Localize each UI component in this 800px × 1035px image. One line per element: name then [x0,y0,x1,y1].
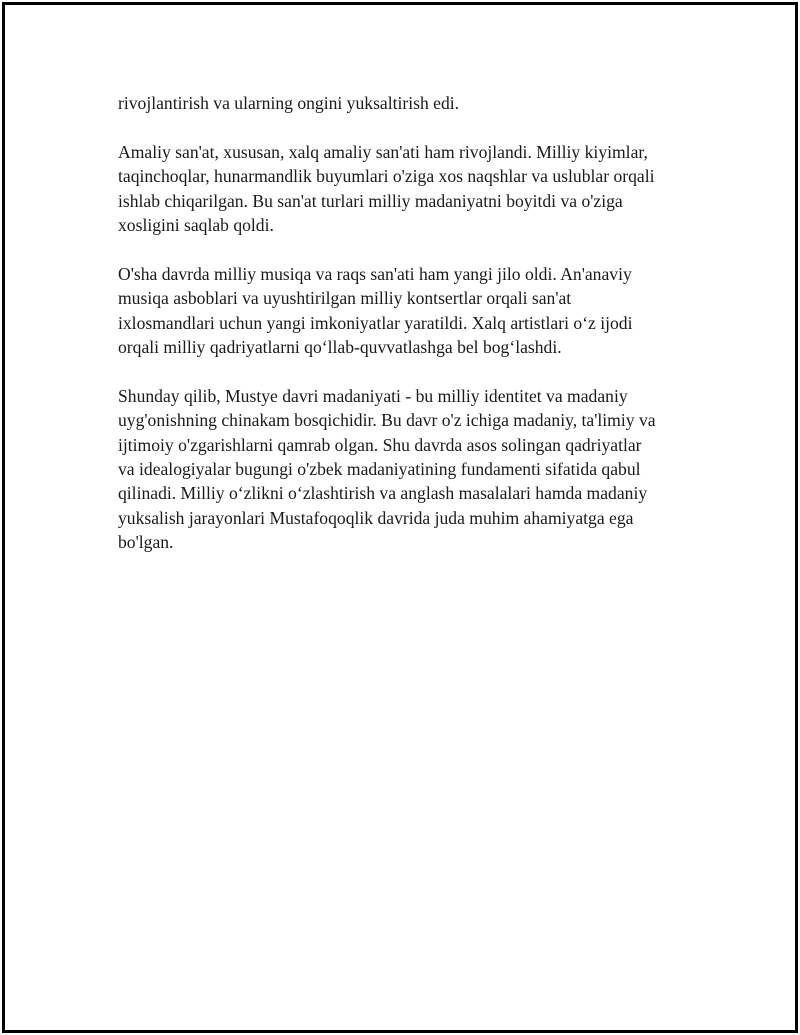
text-line: taqinchoqlar, hunarmandlik buyumlari o'ziga xos naqshlar va uslublar orqali [118,166,655,187]
text-line: yuksalish jarayonlari Mustafoqoqlik davrida juda muhim ahamiyatga ega [118,507,634,528]
text-line: bo'lgan. [118,532,174,553]
text-line: xosligini saqlab qoldi. [118,215,274,236]
text-line: Amaliy san'at, xususan, xalq amaliy san'ati ham rivojlandi. Milliy kiyimlar, [118,141,648,162]
text-line: ishlab chiqarilgan. Bu san'at turlari milliy madaniyatni boyitdi va o'ziga [118,190,623,211]
paragraph-4 [118,384,693,555]
paragraph-1 [118,91,693,115]
text-line: uyg'onishning chinakam bosqichidir. Bu davr o'z ichiga madaniy, ta'limiy va [118,410,656,431]
text-line: Shunday qilib, Mustye davri madaniyati - bu milliy identitet va madaniy [118,385,628,406]
text-line: ixlosmandlari uchun yangi imkoniyatlar yaratildi. Xalq artistlari o‘z ijodi [118,312,633,333]
text-line: orqali milliy qadriyatlarni qo‘llab-quvvatlashga bel bog‘lashdi. [118,337,562,358]
text-line: va idealogiyalar bugungi o'zbek madaniyatining fundamenti sifatida qabul [118,459,641,480]
paragraph-2 [118,140,693,238]
text-line: O'sha davrda milliy musiqa va raqs san'ati ham yangi jilo oldi. An'anaviy [118,263,632,284]
text-line: ijtimoiy o'zgarishlarni qamrab olgan. Shu davrda asos solingan qadriyatlar [118,434,642,455]
text-line: qilinadi. Milliy o‘zlikni o‘zlashtirish va anglash masalalari hamda madaniy [118,483,648,504]
paragraph-3 [118,262,693,360]
document-body [118,91,693,579]
text-line: musiqa asboblari va uyushtirilgan milliy kontsertlar orqali san'at [118,288,572,309]
text-line: rivojlantirish va ularning ongini yuksaltirish edi. [118,93,460,113]
